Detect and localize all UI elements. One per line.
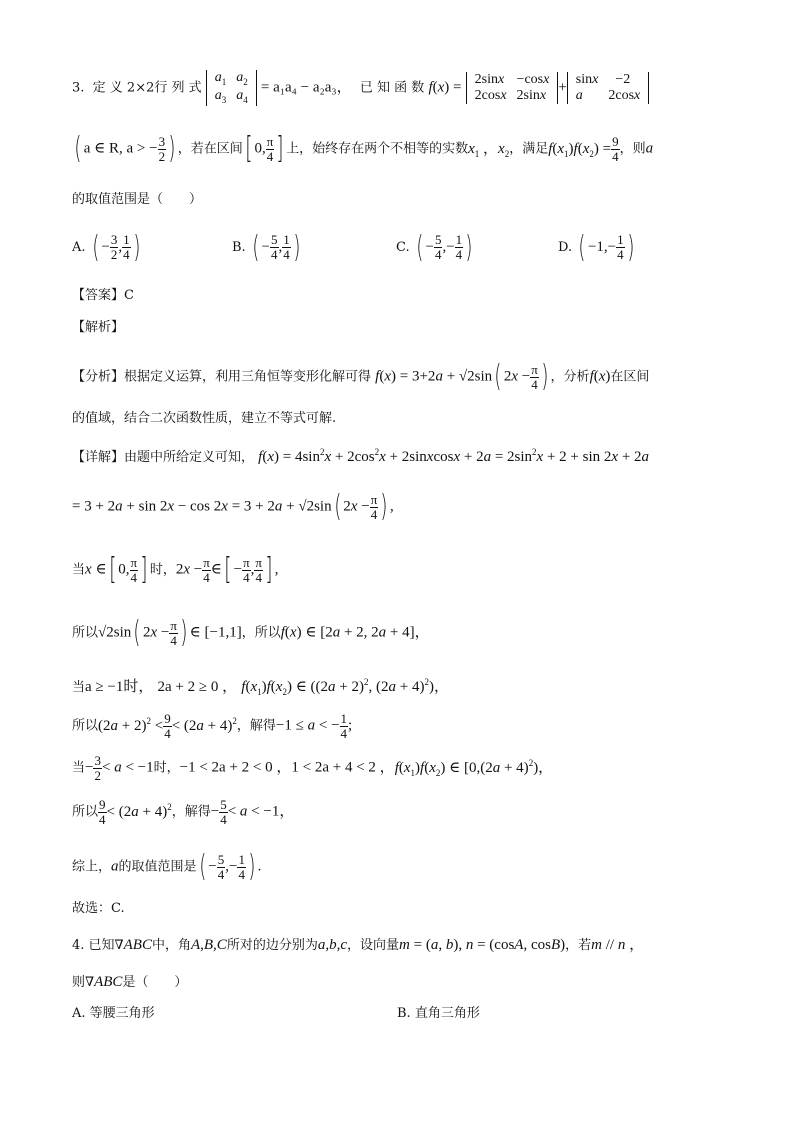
- detail-text: a ≥ −1时，: [85, 679, 154, 695]
- q3-intro: 定 义 2×2行 列 式: [92, 80, 202, 96]
- q4-option-a[interactable]: [72, 1007, 155, 1020]
- q4-text: 中，角: [151, 938, 191, 953]
- detail-line7: 当− $\frac{3}{2}$ < a < −1时，−1 < 2a + 2 < 0 ，1 < 2a + 4 < 2 ，$f(x_1)f(x_2)$ ∈ $[0,(2a + 4)^2)$，: [72, 753, 554, 783]
- detail-text: 所以: [72, 625, 99, 641]
- detail-text: −1 < 2a + 2 < 0 ，1 < 2a + 4 < 2 ，: [179, 759, 395, 776]
- option-d[interactable]: D. ( −1,− $\frac{1}{4}$ ): [558, 230, 634, 265]
- answer-text: 【答案】C: [72, 288, 134, 303]
- fenxi-text: 的值域，结合二次函数性质，建立不等式可解.: [72, 411, 337, 426]
- detail-text: 2a + 2 ≥ 0 ，: [157, 679, 238, 695]
- q4-text: 4. 已知∇: [72, 938, 124, 953]
- question-number: 3.: [72, 80, 85, 96]
- detail-text: 综上，: [72, 859, 112, 875]
- detail-text: 时，: [149, 562, 176, 578]
- choose-text: 故选：C.: [72, 901, 125, 916]
- q4-text: ，设向量: [347, 938, 400, 953]
- detail-line8: 所以 $\frac{9}{4}$ < $(2a + 4)^2$，解得− $\frac{5}{4}$ < a < −1，: [72, 797, 295, 827]
- detail-line6: 所以$(2a + 2)^2$ < $\frac{9}{4}$ < $(2a + 4)^2$，解得−1 ≤ a < − $\frac{1}{4}$ ;: [72, 711, 353, 741]
- option-label: A.: [72, 240, 86, 255]
- answer: [72, 289, 134, 302]
- fenxi-label: 【分析】: [72, 369, 125, 385]
- detail-line5: 当a ≥ −1时， 2a + 2 ≥ 0 ， $f(x_1)f(x_2)$ ∈ ($(2a + 2)^2$, $(2a + 4)^2$)，: [72, 677, 449, 697]
- detail-line1: 【详解】由题中所给定义可知， $f(x) = 4\sin^2x + 2\cos^2x$ + 2sinxcosx + $2a = 2\sin^2x + 2 + \sin 2x + 2a$: [72, 447, 650, 465]
- q3-given: 已 知 函 数: [359, 80, 425, 96]
- q3-line1: 3. 定 义 2×2行 列 式 $a_1$ $a_2$ $a_3$ $a_4$ = a₁a₄ − a₂a₃， 已 知 函 数 f(x) = 2sinx −cosx 2cosx 2sinx + sinx −2 a 2cosx: [72, 70, 649, 106]
- fenxi-line2: [72, 412, 336, 425]
- q3-text: 上，始终存在两个不相等的实数: [286, 141, 469, 157]
- q4-line1: 4. 已知∇ABC中，角A,B,C所对的边分别为a,b,c，设向量m = (a, b), n = (cosA, cosB)，若m // n ，: [72, 937, 645, 953]
- detail-text: 当: [72, 562, 86, 578]
- q4-text: 是（ ）: [122, 975, 188, 990]
- q3-text: ，满足: [509, 141, 549, 157]
- q4-option-b[interactable]: [397, 1007, 480, 1020]
- detail-text: ，所以: [241, 625, 281, 641]
- detail-text: ，解得: [236, 718, 276, 734]
- q4-option-text: B. 直角三角形: [397, 1006, 480, 1021]
- q3-question-end: 的取值范围是（ ）: [72, 192, 203, 207]
- determinant-definition: $a_1$ $a_2$ $a_3$ $a_4$: [206, 70, 257, 106]
- option-b[interactable]: B. ( − $\frac{5}{4}$ , $\frac{1}{4}$ ): [232, 230, 301, 265]
- detail-line2: = 3 + 2a + sin 2x − cos 2x = 3 + 2a + √2sin( 2x − $\frac{\pi}{4}$ ) ,: [72, 489, 394, 524]
- detail-text: 所以: [72, 718, 99, 734]
- conclusion: 综上，a的取值范围是( − $\frac{5}{4}$ ,− $\frac{1}{4}$ ) .: [72, 849, 262, 884]
- q3-line3: [72, 193, 202, 206]
- q4-text: 则∇: [72, 975, 95, 990]
- detail-text: 当: [72, 760, 86, 776]
- fenxi-text: 根据定义运算，利用三角恒等变形化解可得: [124, 369, 372, 385]
- option-label: D.: [558, 240, 573, 255]
- q4-text: a,b,c: [317, 937, 348, 953]
- detail-text: 当: [72, 680, 86, 695]
- detail-label: 【详解】: [72, 450, 125, 465]
- option-label: B.: [232, 240, 246, 255]
- detail-text: 的取值范围是: [118, 859, 197, 875]
- fenxi-line1: 【分析】根据定义运算，利用三角恒等变形化解可得 f(x) = 3+2a + √2sin( 2x − $\frac{\pi}{4}$ ) ，分析f(x)在区间: [72, 359, 650, 394]
- detail-text: 所以: [72, 804, 99, 820]
- q4-text: ，若: [565, 938, 592, 953]
- q4-text: 所对的边分别为: [226, 938, 318, 953]
- choose-line: [72, 902, 125, 915]
- q4-line2: [72, 975, 187, 990]
- q3-options: [72, 230, 722, 266]
- q4-option-text: A. 等腰三角形: [72, 1006, 155, 1021]
- q3-text: ，若在区间: [177, 141, 243, 157]
- q4-text: A,B,C: [190, 937, 227, 953]
- analysis-heading: [72, 321, 124, 334]
- option-a[interactable]: A. ( − $\frac{3}{2}$ , $\frac{1}{4}$ ): [72, 230, 140, 265]
- determinant-2: sinx −2 a 2cosx: [567, 72, 649, 104]
- analysis-label: 【解析】: [72, 320, 125, 335]
- det-def-result: = a₁a₄ − a₂a₃，: [260, 79, 352, 96]
- detail-text: 时，: [153, 760, 180, 776]
- detail-line3: 当x ∈[ 0, $\frac{\pi}{4}$ ] 时，2x − $\frac{\pi}{4}$ ∈[ − $\frac{\pi}{4}$ , $\frac{\pi}{4}$ ] ,: [72, 552, 279, 587]
- q3-text: ，则: [619, 141, 646, 157]
- fenxi-text: ，分析: [550, 369, 590, 385]
- q4-text: ABC: [123, 937, 152, 953]
- option-c[interactable]: C. ( − $\frac{5}{4}$ ,− $\frac{1}{4}$ ): [396, 230, 473, 265]
- q4-text: ABC: [94, 974, 123, 990]
- detail-text: 由题中所给定义可知，: [124, 450, 255, 465]
- q3-line2: ( a ∈ R, a > − $\frac{3}{2}$ ) ，若在区间[ 0, $\frac{\pi}{4}$ ] 上，始终存在两个不相等的实数$x_1$ ，$x_2$，满足$f(x_1)f(x_2)$ = $\frac{9}{4}$ ，则a: [74, 131, 654, 166]
- detail-line4: 所以√2sin( 2x − $\frac{\pi}{4}$ ) ∈ [−1,1]，所以f(x) ∈ [2a + 2, 2a + 4]，: [72, 615, 430, 650]
- option-label: C.: [396, 240, 410, 255]
- fenxi-text: 在区间: [610, 369, 650, 385]
- determinant-1: 2sinx −cosx 2cosx 2sinx: [466, 72, 559, 104]
- detail-text: ，解得: [171, 804, 211, 820]
- q3-condition: a ∈ R, a > −: [83, 140, 158, 157]
